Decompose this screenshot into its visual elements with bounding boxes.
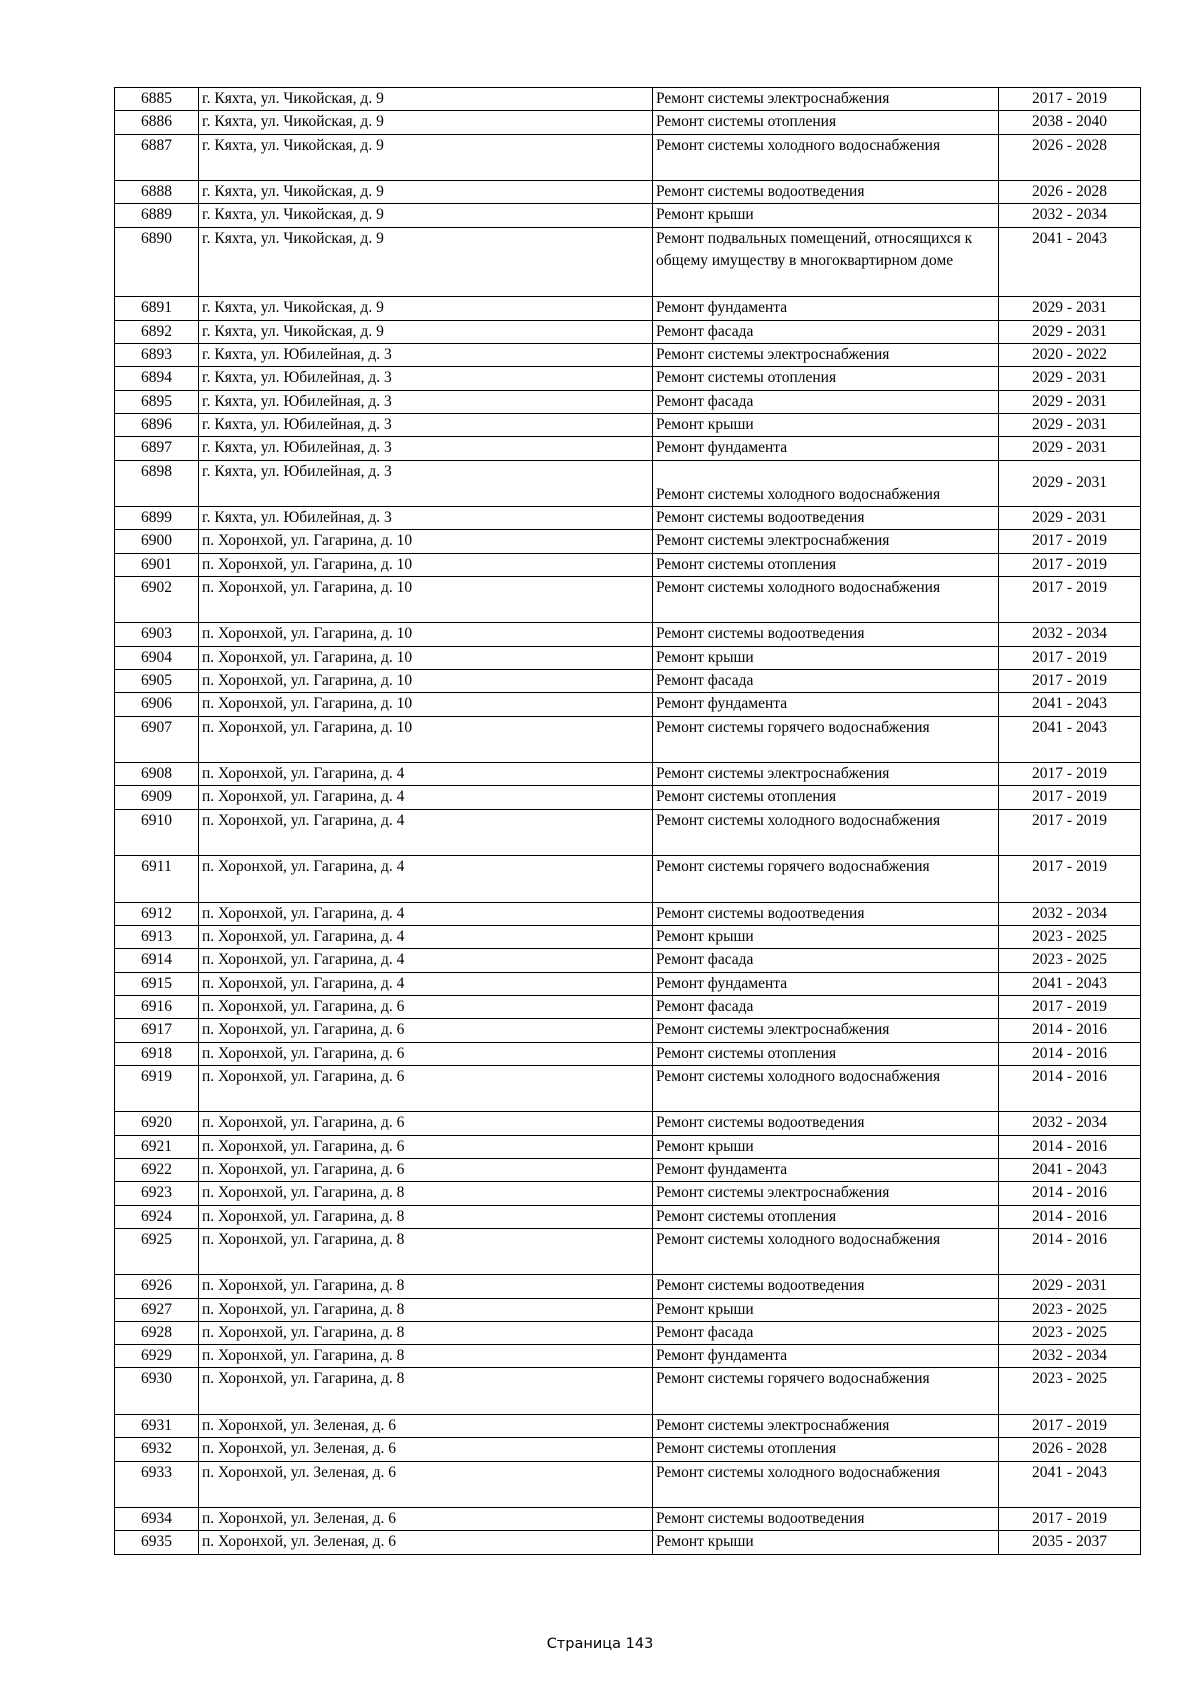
work-type-cell: Ремонт системы водоотведения	[653, 623, 999, 646]
address-cell: п. Хоронхой, ул. Гагарина, д. 4	[199, 763, 653, 786]
address-cell: г. Кяхта, ул. Юбилейная, д. 3	[199, 390, 653, 413]
table-row	[115, 1275, 1141, 1298]
row-number-cell: 6933	[115, 1461, 199, 1508]
page-footer	[0, 1636, 1200, 1652]
period-cell: 2017 - 2019	[999, 1414, 1141, 1437]
address-cell: г. Кяхта, ул. Чикойская, д. 9	[199, 227, 653, 297]
work-type-cell: Ремонт системы водоотведения	[653, 507, 999, 530]
row-number-cell: 6906	[115, 693, 199, 716]
address-cell: п. Хоронхой, ул. Гагарина, д. 10	[199, 576, 653, 623]
row-number-cell: 6889	[115, 204, 199, 227]
table-row	[115, 204, 1141, 227]
work-type-cell: Ремонт крыши	[653, 204, 999, 227]
address-cell: п. Хоронхой, ул. Гагарина, д. 6	[199, 1135, 653, 1158]
row-number-cell: 6928	[115, 1321, 199, 1344]
work-type-cell: Ремонт фасада	[653, 995, 999, 1018]
work-type-cell: Ремонт подвальных помещений, относящихся к общему имуществу в многоквартирном доме	[653, 227, 999, 297]
row-number-cell: 6910	[115, 809, 199, 856]
work-type-cell: Ремонт системы водоотведения	[653, 1508, 999, 1531]
table-row	[115, 227, 1141, 297]
address-cell: п. Хоронхой, ул. Гагарина, д. 6	[199, 1065, 653, 1112]
table-row	[115, 856, 1141, 903]
address-cell: п. Хоронхой, ул. Гагарина, д. 4	[199, 972, 653, 995]
address-cell: п. Хоронхой, ул. Гагарина, д. 8	[199, 1182, 653, 1205]
address-cell: п. Хоронхой, ул. Гагарина, д. 8	[199, 1345, 653, 1368]
table-row	[115, 763, 1141, 786]
table-row	[115, 1182, 1141, 1205]
address-cell: п. Хоронхой, ул. Гагарина, д. 10	[199, 530, 653, 553]
row-number-cell: 6920	[115, 1112, 199, 1135]
period-cell: 2023 - 2025	[999, 1368, 1141, 1415]
row-number-cell: 6905	[115, 670, 199, 693]
table-row	[115, 670, 1141, 693]
row-number-cell: 6887	[115, 134, 199, 181]
row-number-cell: 6917	[115, 1019, 199, 1042]
address-cell: п. Хоронхой, ул. Гагарина, д. 10	[199, 693, 653, 716]
address-cell: г. Кяхта, ул. Чикойская, д. 9	[199, 320, 653, 343]
work-type-cell: Ремонт фундамента	[653, 1158, 999, 1181]
table-row	[115, 530, 1141, 553]
row-number-cell: 6896	[115, 413, 199, 436]
period-cell: 2014 - 2016	[999, 1205, 1141, 1228]
work-type-cell: Ремонт фасада	[653, 320, 999, 343]
period-cell: 2026 - 2028	[999, 181, 1141, 204]
period-cell: 2017 - 2019	[999, 670, 1141, 693]
address-cell: п. Хоронхой, ул. Гагарина, д. 4	[199, 926, 653, 949]
period-cell: 2029 - 2031	[999, 437, 1141, 460]
address-cell: п. Хоронхой, ул. Гагарина, д. 4	[199, 786, 653, 809]
address-cell: п. Хоронхой, ул. Гагарина, д. 6	[199, 995, 653, 1018]
row-number-cell: 6893	[115, 344, 199, 367]
period-cell: 2029 - 2031	[999, 460, 1141, 507]
period-cell: 2032 - 2034	[999, 902, 1141, 925]
page-number: Страница 143	[546, 1636, 654, 1652]
table-row	[115, 1019, 1141, 1042]
work-type-cell: Ремонт системы электроснабжения	[653, 763, 999, 786]
period-cell: 2026 - 2028	[999, 134, 1141, 181]
row-number-cell: 6900	[115, 530, 199, 553]
period-cell: 2017 - 2019	[999, 553, 1141, 576]
work-type-cell: Ремонт системы горячего водоснабжения	[653, 856, 999, 903]
row-number-cell: 6907	[115, 716, 199, 763]
work-type-cell: Ремонт фасада	[653, 1321, 999, 1344]
period-cell: 2017 - 2019	[999, 763, 1141, 786]
address-cell: п. Хоронхой, ул. Гагарина, д. 4	[199, 902, 653, 925]
table-row	[115, 1414, 1141, 1437]
table-row	[115, 1298, 1141, 1321]
work-type-cell: Ремонт системы электроснабжения	[653, 344, 999, 367]
work-type-cell: Ремонт системы горячего водоснабжения	[653, 716, 999, 763]
table-row	[115, 1368, 1141, 1415]
work-type-cell: Ремонт фасада	[653, 949, 999, 972]
row-number-cell: 6919	[115, 1065, 199, 1112]
table-row	[115, 995, 1141, 1018]
row-number-cell: 6895	[115, 390, 199, 413]
work-type-cell: Ремонт системы отопления	[653, 1042, 999, 1065]
row-number-cell: 6935	[115, 1531, 199, 1554]
address-cell: п. Хоронхой, ул. Гагарина, д. 4	[199, 949, 653, 972]
row-number-cell: 6929	[115, 1345, 199, 1368]
address-cell: п. Хоронхой, ул. Гагарина, д. 8	[199, 1298, 653, 1321]
period-cell: 2032 - 2034	[999, 623, 1141, 646]
work-type-cell: Ремонт системы отопления	[653, 1205, 999, 1228]
period-cell: 2032 - 2034	[999, 1112, 1141, 1135]
row-number-cell: 6891	[115, 297, 199, 320]
table-row	[115, 1065, 1141, 1112]
period-cell: 2017 - 2019	[999, 88, 1141, 111]
address-cell: г. Кяхта, ул. Чикойская, д. 9	[199, 181, 653, 204]
address-cell: г. Кяхта, ул. Юбилейная, д. 3	[199, 507, 653, 530]
work-type-cell: Ремонт фундамента	[653, 437, 999, 460]
period-cell: 2017 - 2019	[999, 1508, 1141, 1531]
period-cell: 2029 - 2031	[999, 297, 1141, 320]
table-row	[115, 972, 1141, 995]
period-cell: 2029 - 2031	[999, 1275, 1141, 1298]
period-cell: 2014 - 2016	[999, 1228, 1141, 1275]
table-row	[115, 553, 1141, 576]
table-row	[115, 88, 1141, 111]
address-cell: п. Хоронхой, ул. Гагарина, д. 10	[199, 716, 653, 763]
address-cell: г. Кяхта, ул. Юбилейная, д. 3	[199, 413, 653, 436]
table-row	[115, 507, 1141, 530]
table-row	[115, 1042, 1141, 1065]
work-type-cell: Ремонт фасада	[653, 390, 999, 413]
work-type-cell: Ремонт системы отопления	[653, 367, 999, 390]
address-cell: г. Кяхта, ул. Юбилейная, д. 3	[199, 344, 653, 367]
row-number-cell: 6921	[115, 1135, 199, 1158]
address-cell: г. Кяхта, ул. Чикойская, д. 9	[199, 88, 653, 111]
row-number-cell: 6898	[115, 460, 199, 507]
row-number-cell: 6908	[115, 763, 199, 786]
period-cell: 2014 - 2016	[999, 1042, 1141, 1065]
address-cell: г. Кяхта, ул. Чикойская, д. 9	[199, 111, 653, 134]
period-cell: 2032 - 2034	[999, 1345, 1141, 1368]
table-row	[115, 786, 1141, 809]
repair-schedule-table	[114, 87, 1141, 1555]
table-row	[115, 693, 1141, 716]
row-number-cell: 6931	[115, 1414, 199, 1437]
table-row	[115, 437, 1141, 460]
period-cell: 2017 - 2019	[999, 856, 1141, 903]
row-number-cell: 6912	[115, 902, 199, 925]
period-cell: 2017 - 2019	[999, 646, 1141, 669]
table-row	[115, 111, 1141, 134]
table-row	[115, 1112, 1141, 1135]
row-number-cell: 6901	[115, 553, 199, 576]
table-row	[115, 809, 1141, 856]
period-cell: 2017 - 2019	[999, 576, 1141, 623]
period-cell: 2029 - 2031	[999, 507, 1141, 530]
row-number-cell: 6915	[115, 972, 199, 995]
work-type-cell: Ремонт крыши	[653, 1135, 999, 1158]
row-number-cell: 6916	[115, 995, 199, 1018]
work-type-cell: Ремонт системы электроснабжения	[653, 1019, 999, 1042]
row-number-cell: 6918	[115, 1042, 199, 1065]
period-cell: 2014 - 2016	[999, 1019, 1141, 1042]
address-cell: п. Хоронхой, ул. Гагарина, д. 4	[199, 809, 653, 856]
period-cell: 2041 - 2043	[999, 972, 1141, 995]
row-number-cell: 6892	[115, 320, 199, 343]
period-cell: 2017 - 2019	[999, 530, 1141, 553]
row-number-cell: 6934	[115, 1508, 199, 1531]
table-row	[115, 1531, 1141, 1554]
work-type-cell: Ремонт системы водоотведения	[653, 1275, 999, 1298]
work-type-cell: Ремонт системы отопления	[653, 786, 999, 809]
period-cell: 2017 - 2019	[999, 995, 1141, 1018]
address-cell: г. Кяхта, ул. Чикойская, д. 9	[199, 134, 653, 181]
work-type-cell: Ремонт системы электроснабжения	[653, 88, 999, 111]
work-type-cell: Ремонт фундамента	[653, 693, 999, 716]
period-cell: 2014 - 2016	[999, 1065, 1141, 1112]
address-cell: п. Хоронхой, ул. Гагарина, д. 8	[199, 1228, 653, 1275]
table-row	[115, 1508, 1141, 1531]
period-cell: 2017 - 2019	[999, 809, 1141, 856]
work-type-cell: Ремонт фундамента	[653, 297, 999, 320]
row-number-cell: 6924	[115, 1205, 199, 1228]
table-row	[115, 1135, 1141, 1158]
table-row	[115, 1345, 1141, 1368]
row-number-cell: 6899	[115, 507, 199, 530]
period-cell: 2029 - 2031	[999, 320, 1141, 343]
row-number-cell: 6902	[115, 576, 199, 623]
work-type-cell: Ремонт системы отопления	[653, 111, 999, 134]
table-row	[115, 1205, 1141, 1228]
row-number-cell: 6890	[115, 227, 199, 297]
period-cell: 2029 - 2031	[999, 367, 1141, 390]
table-row	[115, 1228, 1141, 1275]
row-number-cell: 6909	[115, 786, 199, 809]
period-cell: 2017 - 2019	[999, 786, 1141, 809]
work-type-cell: Ремонт фундамента	[653, 1345, 999, 1368]
address-cell: п. Хоронхой, ул. Зеленая, д. 6	[199, 1508, 653, 1531]
address-cell: п. Хоронхой, ул. Зеленая, д. 6	[199, 1461, 653, 1508]
work-type-cell: Ремонт фасада	[653, 670, 999, 693]
period-cell: 2020 - 2022	[999, 344, 1141, 367]
table-row	[115, 646, 1141, 669]
period-cell: 2023 - 2025	[999, 926, 1141, 949]
work-type-cell: Ремонт системы холодного водоснабжения	[653, 809, 999, 856]
work-type-cell: Ремонт крыши	[653, 413, 999, 436]
work-type-cell: Ремонт крыши	[653, 1531, 999, 1554]
work-type-cell: Ремонт системы водоотведения	[653, 1112, 999, 1135]
work-type-cell: Ремонт системы горячего водоснабжения	[653, 1368, 999, 1415]
work-type-cell: Ремонт системы электроснабжения	[653, 530, 999, 553]
table-row	[115, 1461, 1141, 1508]
work-type-cell: Ремонт системы холодного водоснабжения	[653, 1065, 999, 1112]
address-cell: п. Хоронхой, ул. Зеленая, д. 6	[199, 1531, 653, 1554]
period-cell: 2041 - 2043	[999, 716, 1141, 763]
work-type-cell: Ремонт системы холодного водоснабжения	[653, 1228, 999, 1275]
row-number-cell: 6923	[115, 1182, 199, 1205]
table-row	[115, 926, 1141, 949]
address-cell: г. Кяхта, ул. Юбилейная, д. 3	[199, 367, 653, 390]
period-cell: 2026 - 2028	[999, 1438, 1141, 1461]
work-type-cell: Ремонт фундамента	[653, 972, 999, 995]
table-row	[115, 320, 1141, 343]
row-number-cell: 6932	[115, 1438, 199, 1461]
table-body	[115, 88, 1141, 1555]
address-cell: п. Хоронхой, ул. Гагарина, д. 6	[199, 1019, 653, 1042]
period-cell: 2032 - 2034	[999, 204, 1141, 227]
address-cell: п. Хоронхой, ул. Гагарина, д. 6	[199, 1112, 653, 1135]
table-row	[115, 902, 1141, 925]
address-cell: п. Хоронхой, ул. Гагарина, д. 10	[199, 646, 653, 669]
work-type-cell: Ремонт системы водоотведения	[653, 181, 999, 204]
address-cell: г. Кяхта, ул. Юбилейная, д. 3	[199, 460, 653, 507]
address-cell: п. Хоронхой, ул. Гагарина, д. 8	[199, 1368, 653, 1415]
period-cell: 2041 - 2043	[999, 1461, 1141, 1508]
address-cell: п. Хоронхой, ул. Гагарина, д. 10	[199, 670, 653, 693]
period-cell: 2041 - 2043	[999, 693, 1141, 716]
work-type-cell: Ремонт системы холодного водоснабжения	[653, 134, 999, 181]
address-cell: п. Хоронхой, ул. Гагарина, д. 8	[199, 1321, 653, 1344]
work-type-cell: Ремонт крыши	[653, 1298, 999, 1321]
table-row	[115, 1438, 1141, 1461]
address-cell: п. Хоронхой, ул. Гагарина, д. 10	[199, 623, 653, 646]
row-number-cell: 6930	[115, 1368, 199, 1415]
row-number-cell: 6925	[115, 1228, 199, 1275]
row-number-cell: 6886	[115, 111, 199, 134]
row-number-cell: 6894	[115, 367, 199, 390]
row-number-cell: 6914	[115, 949, 199, 972]
table-row	[115, 949, 1141, 972]
table-row	[115, 623, 1141, 646]
table-row	[115, 390, 1141, 413]
work-type-cell: Ремонт системы водоотведения	[653, 902, 999, 925]
work-type-cell: Ремонт крыши	[653, 926, 999, 949]
address-cell: г. Кяхта, ул. Чикойская, д. 9	[199, 204, 653, 227]
row-number-cell: 6911	[115, 856, 199, 903]
address-cell: п. Хоронхой, ул. Гагарина, д. 10	[199, 553, 653, 576]
period-cell: 2029 - 2031	[999, 413, 1141, 436]
table-row	[115, 716, 1141, 763]
table-row	[115, 297, 1141, 320]
address-cell: п. Хоронхой, ул. Зеленая, д. 6	[199, 1414, 653, 1437]
address-cell: п. Хоронхой, ул. Зеленая, д. 6	[199, 1438, 653, 1461]
address-cell: п. Хоронхой, ул. Гагарина, д. 6	[199, 1042, 653, 1065]
work-type-cell: Ремонт системы холодного водоснабжения	[653, 1461, 999, 1508]
period-cell: 2035 - 2037	[999, 1531, 1141, 1554]
period-cell: 2023 - 2025	[999, 1298, 1141, 1321]
address-cell: п. Хоронхой, ул. Гагарина, д. 8	[199, 1205, 653, 1228]
address-cell: п. Хоронхой, ул. Гагарина, д. 6	[199, 1158, 653, 1181]
row-number-cell: 6885	[115, 88, 199, 111]
address-cell: г. Кяхта, ул. Чикойская, д. 9	[199, 297, 653, 320]
work-type-cell: Ремонт системы электроснабжения	[653, 1414, 999, 1437]
work-type-cell: Ремонт системы холодного водоснабжения	[653, 576, 999, 623]
table-row	[115, 460, 1141, 507]
period-cell: 2023 - 2025	[999, 949, 1141, 972]
table-row	[115, 344, 1141, 367]
address-cell: п. Хоронхой, ул. Гагарина, д. 4	[199, 856, 653, 903]
work-type-cell: Ремонт системы электроснабжения	[653, 1182, 999, 1205]
address-cell: п. Хоронхой, ул. Гагарина, д. 8	[199, 1275, 653, 1298]
period-cell: 2038 - 2040	[999, 111, 1141, 134]
row-number-cell: 6927	[115, 1298, 199, 1321]
table-row	[115, 367, 1141, 390]
row-number-cell: 6926	[115, 1275, 199, 1298]
table-row	[115, 1158, 1141, 1181]
row-number-cell: 6903	[115, 623, 199, 646]
row-number-cell: 6897	[115, 437, 199, 460]
work-type-cell: Ремонт системы отопления	[653, 1438, 999, 1461]
table-row	[115, 413, 1141, 436]
period-cell: 2041 - 2043	[999, 1158, 1141, 1181]
period-cell: 2014 - 2016	[999, 1135, 1141, 1158]
table-row	[115, 134, 1141, 181]
table-row	[115, 576, 1141, 623]
table-row	[115, 1321, 1141, 1344]
work-type-cell: Ремонт крыши	[653, 646, 999, 669]
row-number-cell: 6913	[115, 926, 199, 949]
period-cell: 2014 - 2016	[999, 1182, 1141, 1205]
period-cell: 2041 - 2043	[999, 227, 1141, 297]
table-row	[115, 181, 1141, 204]
period-cell: 2023 - 2025	[999, 1321, 1141, 1344]
work-type-cell: Ремонт системы холодного водоснабжения	[653, 460, 999, 507]
address-cell: г. Кяхта, ул. Юбилейная, д. 3	[199, 437, 653, 460]
work-type-cell: Ремонт системы отопления	[653, 553, 999, 576]
row-number-cell: 6904	[115, 646, 199, 669]
row-number-cell: 6888	[115, 181, 199, 204]
period-cell: 2029 - 2031	[999, 390, 1141, 413]
row-number-cell: 6922	[115, 1158, 199, 1181]
